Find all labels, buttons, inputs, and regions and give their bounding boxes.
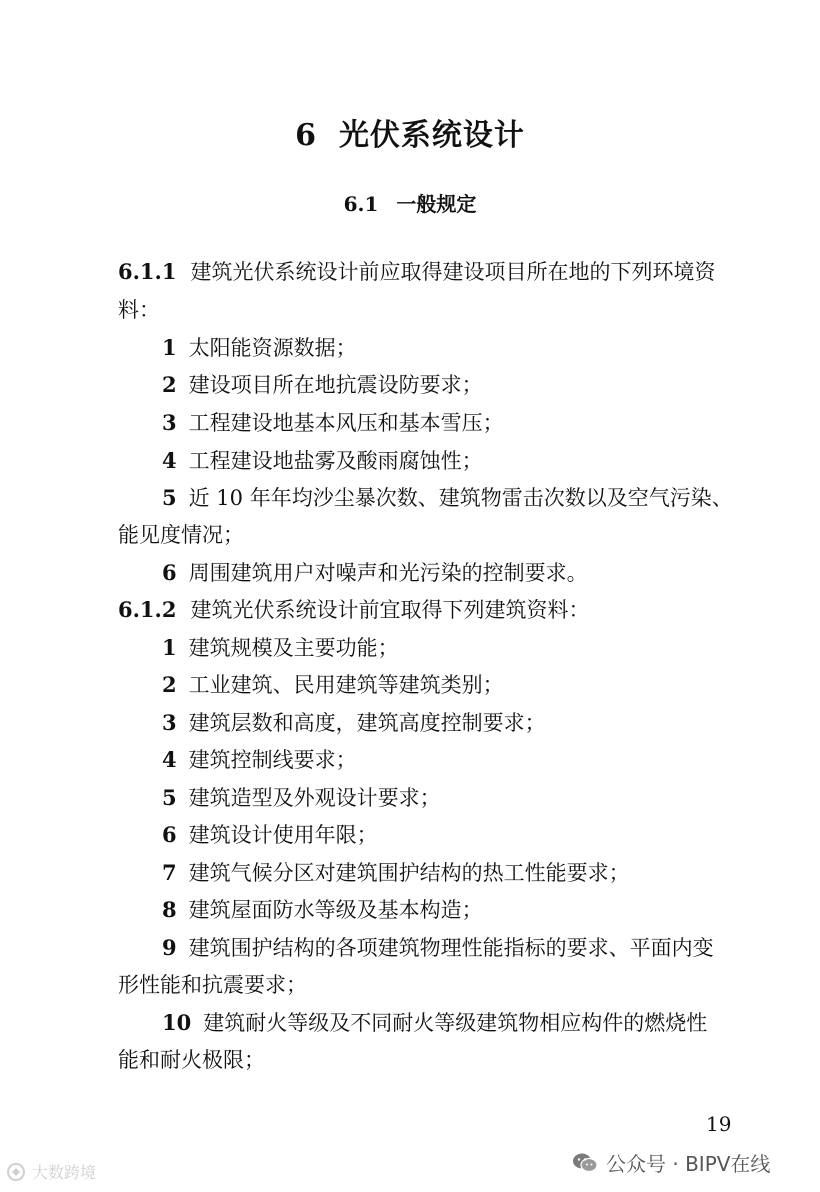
item-text: 建筑规模及主要功能；: [188, 636, 399, 660]
chapter-title: [0, 110, 820, 154]
list-item: [162, 859, 630, 887]
chapter-number: 6: [295, 118, 317, 153]
list-item-continued: 能见度情况；: [118, 523, 244, 547]
item-number: 6: [162, 822, 177, 847]
wechat-icon: [572, 1152, 598, 1174]
item-number: 8: [162, 897, 177, 922]
clause-text-continued: 料：: [118, 298, 160, 322]
list-item: [162, 559, 588, 587]
item-text: 周围建筑用户对噪声和光污染的控制要求。: [188, 561, 588, 585]
item-text: 工业建筑、民用建筑等建筑类别；: [188, 673, 504, 697]
item-text: 近 10 年年均沙尘暴次数、建筑物雷击次数以及空气污染、: [188, 486, 733, 510]
clause-number: 6.1.2: [118, 597, 177, 622]
watermark-brand-text: 大数跨境: [32, 1163, 97, 1182]
item-text: 建筑造型及外观设计要求；: [188, 786, 441, 810]
list-item: [162, 896, 483, 924]
list-item: [162, 784, 441, 812]
list-item-continued: 能和耐火极限；: [118, 1048, 265, 1072]
item-number: 1: [162, 635, 177, 660]
list-item: [162, 334, 357, 362]
watermark-text: 公众号 · BIPV在线: [606, 1152, 771, 1176]
section-title-text: 一般规定: [396, 192, 477, 216]
item-number: 2: [162, 672, 177, 697]
item-number: 5: [162, 785, 177, 810]
item-text: 建筑控制线要求；: [188, 748, 357, 772]
item-text: 建筑围护结构的各项建筑物理性能指标的要求、平面内变: [188, 936, 714, 960]
page-number: 19: [706, 1112, 732, 1136]
list-item: [162, 634, 399, 662]
item-text: 建筑气候分区对建筑围护结构的热工性能要求；: [188, 861, 630, 885]
list-item: [162, 484, 733, 512]
item-number: 9: [162, 935, 177, 960]
item-number: 4: [162, 448, 177, 473]
brand-logo-icon: [6, 1162, 26, 1182]
item-text: 建筑设计使用年限；: [188, 823, 378, 847]
item-text: 建筑层数和高度，建筑高度控制要求；: [188, 711, 546, 735]
list-item: [162, 821, 378, 849]
clause-6-1-2: [118, 596, 589, 624]
clause-6-1-1: [118, 258, 715, 286]
clause-number: 6.1.1: [118, 259, 177, 284]
list-item: [162, 447, 483, 475]
item-number: 2: [162, 372, 177, 397]
item-number: 5: [162, 485, 177, 510]
list-item: [162, 709, 546, 737]
clause-text: 建筑光伏系统设计前应取得建设项目所在地的下列环境资: [190, 260, 716, 284]
list-item-continued: 形性能和抗震要求；: [118, 973, 307, 997]
list-item: [162, 934, 714, 962]
item-text: 工程建设地盐雾及酸雨腐蚀性；: [188, 449, 483, 473]
watermark-wechat: [572, 1148, 770, 1177]
item-text: 建筑耐火等级及不同耐火等级建筑物相应构件的燃烧性: [203, 1011, 708, 1035]
item-text: 工程建设地基本风压和基本雪压；: [188, 411, 504, 435]
item-number: 3: [162, 710, 177, 735]
item-number: 4: [162, 747, 177, 772]
chapter-title-text: 光伏系统设计: [338, 118, 525, 153]
clause-text: 建筑光伏系统设计前宜取得下列建筑资料：: [190, 598, 590, 622]
watermark-brand: [6, 1160, 96, 1183]
list-item: [162, 371, 483, 399]
list-item: [162, 746, 357, 774]
list-item: [162, 409, 504, 437]
list-item: [162, 1009, 707, 1037]
item-text: 建筑屋面防水等级及基本构造；: [188, 898, 483, 922]
item-number: 7: [162, 860, 177, 885]
item-number: 10: [162, 1010, 192, 1035]
section-number: 6.1: [343, 192, 379, 216]
list-item: [162, 671, 504, 699]
item-number: 3: [162, 410, 177, 435]
item-text: 太阳能资源数据；: [188, 336, 357, 360]
item-number: 1: [162, 335, 177, 360]
item-text: 建设项目所在地抗震设防要求；: [188, 373, 483, 397]
item-number: 6: [162, 560, 177, 585]
section-title: [0, 188, 820, 217]
